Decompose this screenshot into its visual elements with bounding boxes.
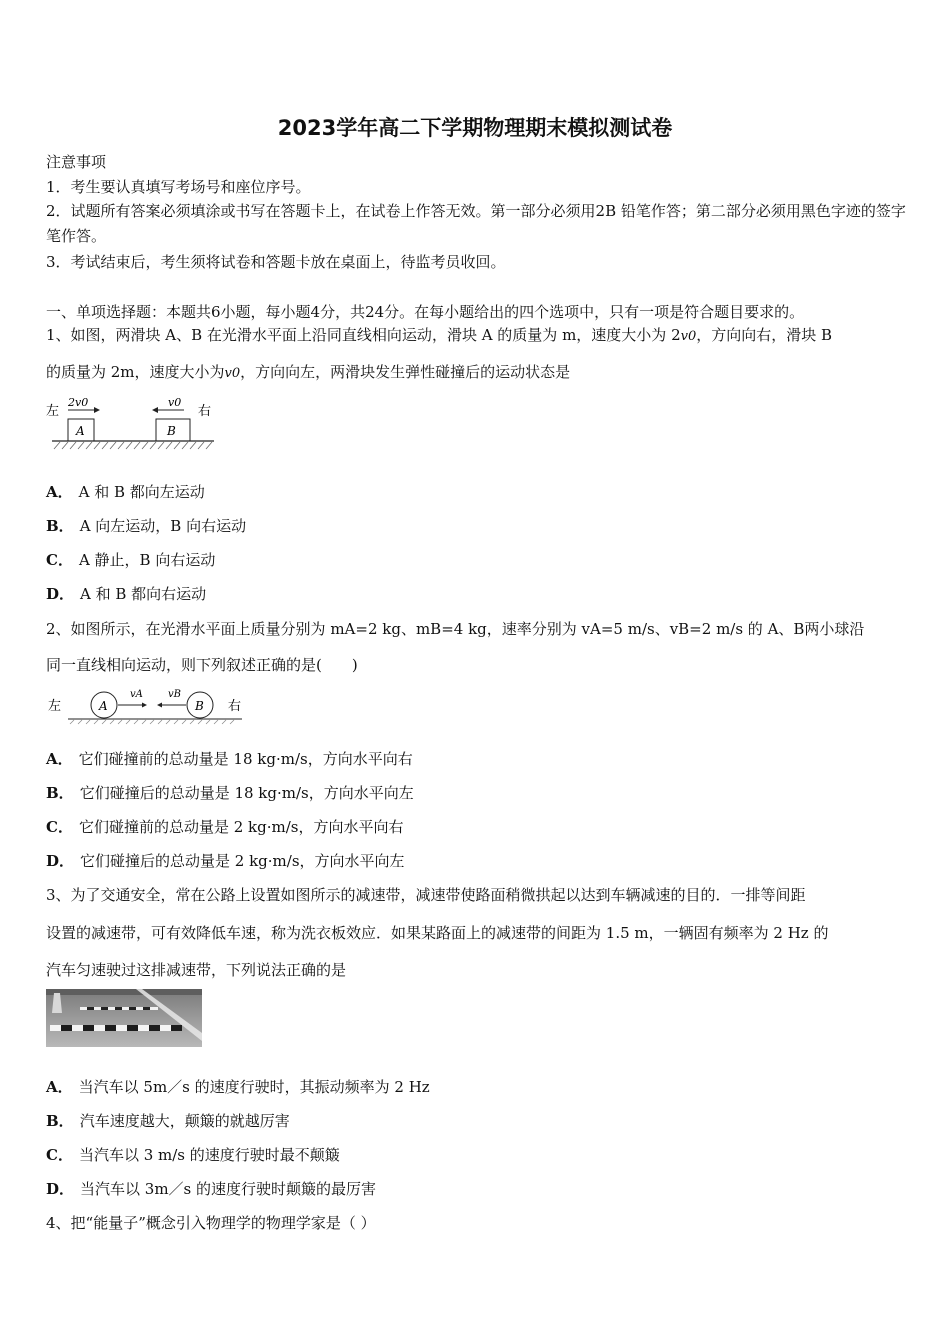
q2-fig-vb-label: vB xyxy=(168,689,181,700)
q1-fig-vb-label: v0 xyxy=(168,396,182,409)
page-title: 2023学年高二下学期物理期末模拟测试卷 xyxy=(277,116,673,140)
q2-fig-arrowhead-right xyxy=(142,703,147,708)
notice-heading: 注意事项 xyxy=(46,153,107,171)
q1-stem-line2: 的质量为 2m，速度大小为v0，方向向左，两滑块发生弹性碰撞后的运动状态是 xyxy=(46,363,571,381)
q1-fig-block-a-label: A xyxy=(76,424,85,438)
q1-fig-arrowhead-left xyxy=(152,407,158,413)
notice-item-3: 3．考试结束后，考生须将试卷和答题卡放在桌面上，待监考员收回。 xyxy=(46,253,506,271)
q1-figure xyxy=(46,393,216,455)
q2-stem-line2: 同一直线相向运动，则下列叙述正确的是( ) xyxy=(46,656,358,674)
q1-fig-va-label: 2v0 xyxy=(68,396,89,409)
q2-option-a: A． 它们碰撞前的总动量是 18 kg·m/s，方向水平向右 xyxy=(46,750,413,768)
q1-option-c: C． A 静止，B 向右运动 xyxy=(46,551,216,569)
q2-option-b: B． 它们碰撞后的总动量是 18 kg·m/s，方向水平向左 xyxy=(46,784,414,802)
q2-fig-ball-a-label: A xyxy=(99,699,108,713)
q3-option-b: B． 汽车速度越大，颠簸的就越厉害 xyxy=(46,1112,290,1130)
q3-option-d: D． 当汽车以 3m／s 的速度行驶时颠簸的最厉害 xyxy=(46,1180,377,1198)
q2-fig-left-label: 左 xyxy=(48,699,62,714)
q3-speed-bump-photo xyxy=(46,989,202,1047)
q1-fig-arrowhead-right xyxy=(94,407,100,413)
q1-option-b: B． A 向左运动，B 向右运动 xyxy=(46,517,247,535)
q2-figure xyxy=(46,686,246,730)
q2-fig-right-label: 右 xyxy=(228,699,242,714)
notice-item-1: 1．考生要认真填写考场号和座位序号。 xyxy=(46,178,311,196)
q2-option-c: C． 它们碰撞前的总动量是 2 kg·m/s，方向水平向右 xyxy=(46,818,404,836)
q3-option-c: C． 当汽车以 3 m/s 的速度行驶时最不颠簸 xyxy=(46,1146,340,1164)
q3-stem-line2: 设置的减速带，可有效降低车速，称为洗衣板效应．如果某路面上的减速带的间距为 1.5 m，一辆固有频率为 2 Hz 的 xyxy=(46,924,829,942)
q2-stem-line1: 2、如图所示，在光滑水平面上质量分别为 mA=2 kg、mB=4 kg，速率分别为 vA=5 m/s、vB=2 m/s 的 A、B两小球沿 xyxy=(46,620,865,638)
q1-option-d: D． A 和 B 都向右运动 xyxy=(46,585,207,603)
q1-stem-line1: 1、如图，两滑块 A、B 在光滑水平面上沿同直线相向运动，滑块 A 的质量为 m，速度大小为 2v0，方向向右，滑块 B xyxy=(46,326,833,344)
q2-fig-hatching xyxy=(70,720,234,724)
q2-fig-va-label: vA xyxy=(130,689,143,700)
q3-option-a: A． 当汽车以 5m／s 的速度行驶时，其振动频率为 2 Hz xyxy=(46,1078,430,1096)
q3-stem-line1: 3、为了交通安全，常在公路上设置如图所示的减速带，减速带使路面稍微拱起以达到车辆减速的目的．一排等间距 xyxy=(46,886,806,904)
q1-fig-block-b-label: B xyxy=(167,424,176,438)
notice-item-2: 2．试题所有答案必须填涂或书写在答题卡上，在试卷上作答无效。第一部分必须用2B 铅笔作答；第二部分必须用黑色字迹的签字笔作答。 xyxy=(46,202,906,245)
q3-photo-horizon xyxy=(46,989,202,995)
section-heading: 一、单项选择题：本题共6小题，每小题4分，共24分。在每小题给出的四个选项中，只有一项是符合题目要求的。 xyxy=(46,303,805,321)
q1-fig-hatching xyxy=(54,442,212,449)
q2-fig-ball-b-label: B xyxy=(195,699,204,713)
q1-fig-right-label: 右 xyxy=(198,404,212,419)
q1-option-a: A． A 和 B 都向左运动 xyxy=(46,483,205,501)
q1-fig-left-label: 左 xyxy=(46,404,60,419)
q2-fig-arrowhead-left xyxy=(157,703,162,708)
q4-stem-line1: 4、把“能量子”概念引入物理学的物理学家是（ ） xyxy=(46,1214,376,1232)
q3-stem-line3: 汽车匀速驶过这排减速带，下列说法正确的是 xyxy=(46,961,347,979)
q2-option-d: D． 它们碰撞后的总动量是 2 kg·m/s，方向水平向左 xyxy=(46,852,405,870)
